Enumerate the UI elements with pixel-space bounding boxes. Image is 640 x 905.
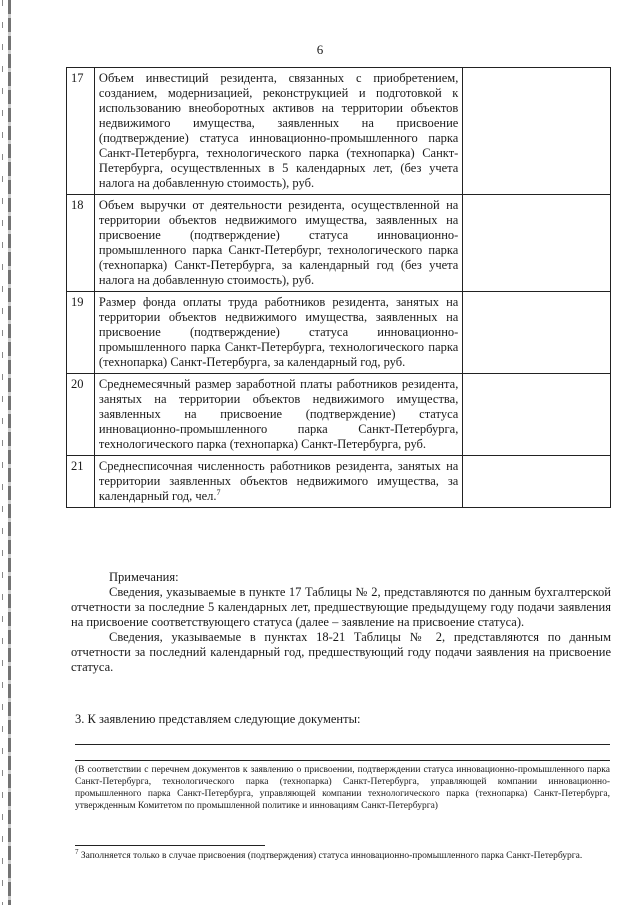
row-value (463, 374, 611, 456)
documents-entry-line (75, 760, 610, 761)
table-row (67, 195, 611, 292)
row-number: 17 (67, 68, 95, 195)
scan-edge-mark-secondary (2, 0, 3, 905)
criteria-table (66, 67, 611, 508)
row-number: 20 (67, 374, 95, 456)
row-value (463, 68, 611, 195)
notes-title: Примечания: (109, 570, 179, 584)
note-paragraph: Сведения, указываемые в пункте 17 Таблицы № 2, представляются по данным бухгалтерской отчетности за последние 5 календарных лет, предшествующие предыдущему году подачи заявления на присвоение соответствующего статуса (далее – заявление на присвоение статуса). (71, 585, 611, 629)
scan-edge-mark (8, 0, 11, 905)
footnote-reference: 7 (216, 487, 221, 497)
row-value (463, 292, 611, 374)
notes-section (71, 570, 611, 675)
row-value (463, 195, 611, 292)
row-description: Размер фонда оплаты труда работников резидента, занятых на территории объектов недвижимого имущества, заявленных на присвоение (подтверждение) статуса инновационно-промышленного парка Санкт-Петербурга, технологического парка (технопарка) Санкт-Петербурга, за календарный год, руб. (94, 292, 462, 374)
row-value (463, 456, 611, 508)
footnote-mark: 7 (75, 847, 79, 856)
footnote-divider (75, 845, 265, 846)
documents-heading: 3. К заявлению представляем следующие документы: (75, 712, 361, 726)
table-row (67, 68, 611, 195)
documents-caption: (В соответствии с перечнем документов к заявлению о присвоении, подтверждении статуса инновационно-промышленного парка Санкт-Петербурга, технологического парка (технопарка) Санкт-Петербурга, управляющей компании инновационно-промышленного парка Санкт-Петербурга, управляющей компании технологического парка (технопарка) Санкт-Петербурга, утвержденным Комитетом по промышленной политике и инновациям Санкт-Петербурга) (75, 765, 610, 811)
documents-entry-line (75, 744, 610, 745)
page-number: 6 (316, 42, 324, 57)
row-number: 21 (67, 456, 95, 508)
table-row (67, 456, 611, 508)
row-number: 19 (67, 292, 95, 374)
table-row (67, 292, 611, 374)
row-description: Среднемесячный размер заработной платы работников резидента, занятых на территории объектов недвижимого имущества, заявленных на присвоение (подтверждение) статуса инновационно-промышленного парка Санкт-Петербурга, технологического парка (технопарка) Санкт-Петербурга, руб. (94, 374, 462, 456)
row-number: 18 (67, 195, 95, 292)
row-description: Среднесписочная численность работников резидента, занятых на территории заявленных объектов недвижимого имущества, за календарный год, чел.$^7$ (94, 456, 462, 508)
note-paragraph: Сведения, указываемые в пунктах 18-21 Таблицы № 2, представляются по данным отчетности за последний календарный год, предшествующий году подачи заявления на присвоение статуса. (71, 630, 611, 674)
row-description: Объем выручки от деятельности резидента, осуществленной на территории объектов недвижимого имущества, заявленных на присвоение (подтверждение) статуса инновационно-промышленного парка Санкт-Петербург, технологического парка (технопарка) Санкт-Петербурга, за календарный год (без учета налога на добавленную стоимость), руб. (94, 195, 462, 292)
table-row (67, 374, 611, 456)
footnote: $^7$ Заполняется только в случае присвоения (подтверждения) статуса инновационно-промышленного парка Санкт-Петербурга. (75, 847, 583, 861)
row-description: Объем инвестиций резидента, связанных с приобретением, созданием, модернизацией, реконструкцией и подготовкой к использованию внеоборотных активов на территории объектов недвижимого имущества, заявленных на присвоение (подтверждение) статуса инновационно-промышленного парка Санкт-Петербурга, технологического парка (технопарка) Санкт-Петербурга, осуществленных в 5 календарных лет, (без учета налога на добавленную стоимость), руб. (94, 68, 462, 195)
